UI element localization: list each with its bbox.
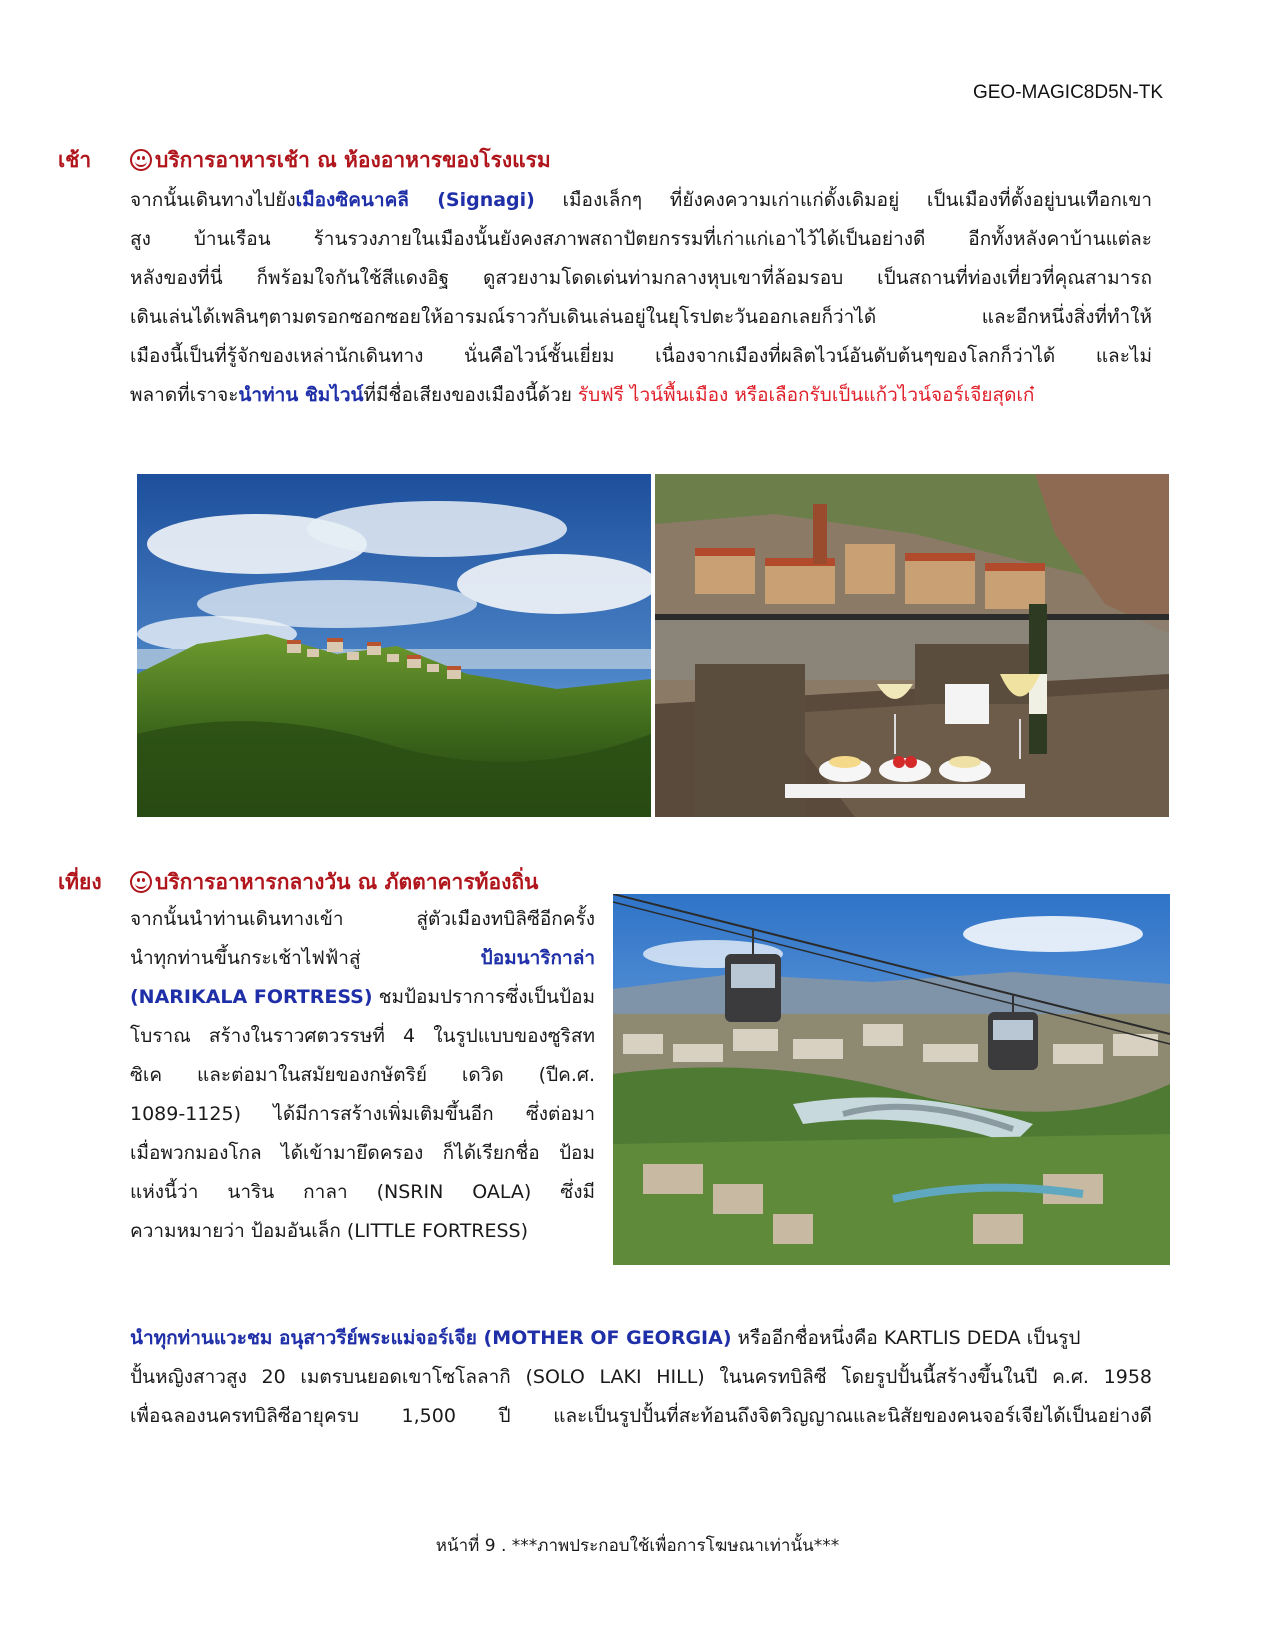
mother-of-georgia-paragraph	[130, 1319, 1152, 1436]
lunch-text: บริการอาหารกลางวัน ณ ภัตตาคารท้องถิ่น	[155, 870, 539, 894]
para-line: โบราณ สร้างในราวศตวรรษที่ 4 ในรูปแบบของซูริสท	[130, 1025, 595, 1047]
breakfast-text: บริการอาหารเช้า ณ ห้องอาหารของโรงแรม	[155, 148, 551, 172]
tbilisi-cable-car-photo	[613, 894, 1170, 1265]
para-line: ปั้นหญิงสาวสูง 20 เมตรบนยอดเขาโซโลลากิ (SOLO LAKI HILL) ในนครทบิลิซี โดยรูปปั้นนี้สร้างขึ้นในปี ค.ศ. 1958	[130, 1366, 1152, 1388]
page-footer: หน้าที่ 9 . ***ภาพประกอบใช้เพื่อการโฆษณาเท่านั้น***	[435, 1536, 840, 1556]
tour-code: GEO-MAGIC8D5N-TK	[972, 82, 1163, 103]
para-line: เมืองนี้เป็นที่รู้จักของเหล่านักเดินทาง นั่นคือไวน์ชั้นเยี่ยม เนื่องจากเมืองที่ผลิตไวน์อันดับต้นๆของโลกก็ว่าได้ และไม่	[130, 345, 1152, 367]
mother-of-georgia-title: นำทุกท่านแวะชม อนุสาวรีย์พระแม่จอร์เจีย (MOTHER OF GEORGIA)	[130, 1327, 732, 1349]
breakfast-title	[130, 144, 551, 177]
para-line: นำทุกท่านขึ้นกระเช้าไฟฟ้าสู่ ป้อมนาริกาล่า	[130, 947, 595, 969]
narikala-paragraph	[130, 900, 595, 1251]
para-line: จากนั้นเดินทางไปยังเมืองซิคนาคลี (Signagi) เมืองเล็กๆ ที่ยังคงความเก่าแก่ดั้งเดิมอยู่ เป็นเมืองที่ตั้งอยู่บนเทือกเขา	[130, 189, 1152, 211]
para-line: เพื่อฉลองนครทบิลิซีอายุครบ 1,500 ปี และเป็นรูปปั้นที่สะท้อนถึงจิตวิญญาณและนิสัยของคนจอร์เจียได้เป็นอย่างดี	[130, 1405, 1152, 1427]
free-wine-offer: รับฟรี ไวน์พื้นเมือง หรือเลือกรับเป็นแก้วไวน์จอร์เจียสุดเก๋	[577, 384, 1035, 406]
signagi-landscape-photo	[137, 474, 651, 817]
noon-label: เที่ยง	[58, 870, 102, 894]
para-line: 1089-1125) ได้มีการสร้างเพิ่มเติมขึ้นอีก ซึ่งต่อมา	[130, 1103, 595, 1125]
morning-label: เช้า	[58, 148, 92, 172]
para-line: ซิเค และต่อมาในสมัยของกษัตริย์ เดวิด (ปีค.ศ.	[130, 1064, 595, 1086]
wine-terrace-photo	[655, 474, 1169, 817]
para-line: สูง บ้านเรือน ร้านรวงภายในเมืองนั้นยังคงสภาพสถาปัตยกรรมที่เก่าแก่เอาไว้ได้เป็นอย่างดี อีกทั้งหลังคาบ้านแต่ละ	[130, 228, 1152, 250]
smiley-icon	[130, 149, 152, 171]
para-line: พลาดที่เราจะนำท่าน ชิมไวน์ที่มีชื่อเสียงของเมืองนี้ด้วย รับฟรี ไวน์พื้นเมือง หรือเลือกรับเป็นแก้วไวน์จอร์เจียสุดเก๋	[130, 384, 1035, 406]
para-line: จากนั้นนำท่านเดินทางเข้า สู่ตัวเมืองทบิลิซีอีกครั้ง	[130, 908, 595, 930]
narikala-english: (NARIKALA FORTRESS)	[130, 986, 373, 1008]
para-line: (NARIKALA FORTRESS) ชมป้อมปราการซึ่งเป็นป้อม	[130, 986, 596, 1008]
para-line: เมื่อพวกมองโกล ได้เข้ามายึดครอง ก็ได้เรียกชื่อ ป้อม	[130, 1142, 595, 1164]
para-line: แห่งนี้ว่า นาริน กาลา (NSRIN OALA) ซึ่งมี	[130, 1181, 595, 1203]
para-line: ความหมายว่า ป้อมอันเล็ก (LITTLE FORTRESS)	[130, 1220, 529, 1242]
wine-tasting-highlight: นำท่าน ชิมไวน์	[238, 384, 364, 406]
smiley-icon	[130, 871, 152, 893]
para-line: เดินเล่นได้เพลินๆตามตรอกซอกซอยให้อารมณ์ราวกับเดินเล่นอยู่ในยุโรปตะวันออกเลยก็ว่าได้ และอีกหนึ่งสิ่งที่ทำให้	[130, 306, 1152, 328]
narikala-name: ป้อมนาริกาล่า	[480, 947, 595, 969]
signagi-paragraph	[130, 181, 1152, 415]
para-line: นำทุกท่านแวะชม อนุสาวรีย์พระแม่จอร์เจีย (MOTHER OF GEORGIA) หรืออีกชื่อหนึ่งคือ KARTLIS DEDA เป็นรูป	[130, 1327, 1081, 1349]
signagi-place: เมืองซิคนาคลี (Signagi)	[295, 189, 535, 211]
para-line: หลังของที่นี่ ก็พร้อมใจกันใช้สีแดงอิฐ ดูสวยงามโดดเด่นท่ามกลางหุบเขาที่ล้อมรอบ เป็นสถานที่ท่องเที่ยวที่คุณสามารถ	[130, 267, 1152, 289]
lunch-title	[130, 866, 538, 899]
